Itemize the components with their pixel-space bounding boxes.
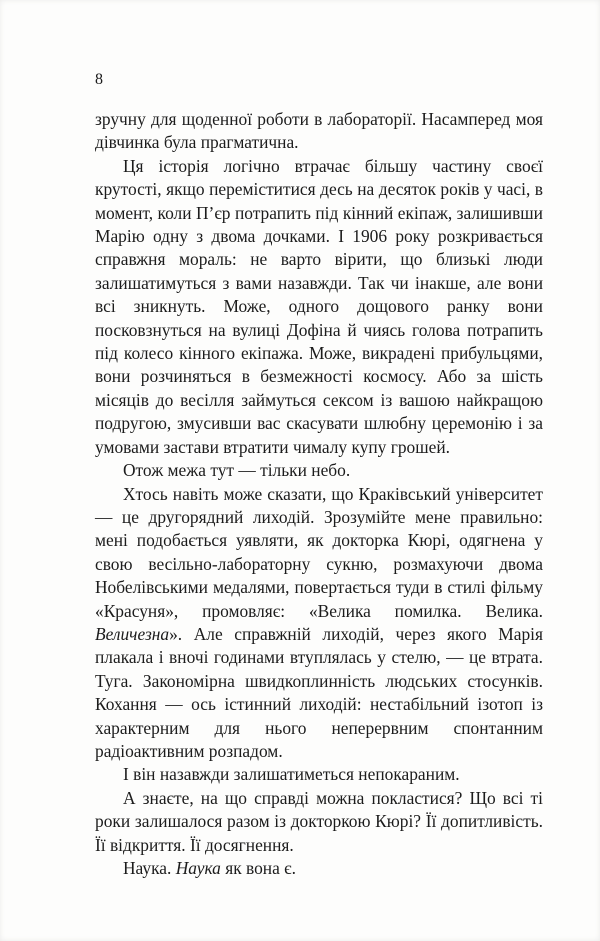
text-run: Ця історія логічно втрачає більшу частину своєї крутості, якщо переміститися десь на десяток років у часі, в момент, коли П’єр потрапить під кінний екіпаж, залишивши Марію одну з двома дочками. І 1906 року розкривається справжня мораль: не варто вірити, що близькі люди залишатимуться з вами назавжди. Так чи інакше, але вони всі зникнуть. Може, одного дощового ранку вони посковзнуться на вулиці Дофіна й чиясь голова потрапить під колесо кінного екіпажа. Може, викрадені прибульцями, вони розчиняться в безмежності космосу. Або за шість місяців до весілля займуться сексом із вашою найкращою подругою, змусивши вас скасувати шлюбну церемонію і за умовами застави втратити чималу купу грошей. (95, 155, 543, 457)
paragraph (95, 108, 543, 155)
paragraph (95, 787, 543, 857)
paragraph (95, 155, 543, 459)
text-run: А знаєте, на що справді можна покластися? Що всі ті роки залишалося разом із докторкою Кюрі? Її допитливість. Її відкриття. Її досягнення. (95, 787, 543, 855)
paragraph (95, 763, 543, 786)
text-run: зручну для щоденної роботи в лабораторії. Насамперед моя дівчинка була прагматична. (95, 109, 543, 153)
text-run: Отож межа тут — тільки небо. (123, 460, 351, 481)
text-run: Хтось навіть може сказати, що Краківський університет — це другорядний лиходій. Зрозумійте мене правильно: мені подобається уявляти, як докторка Кюрі, одягнена у свою весільно-лабораторну сукню, розмахуючи двома Нобелівськими медалями, повертається туди в стилі фільму «Красуня», промовляє: «Велика помилка. Велика. (95, 483, 543, 621)
text-run: як вона є. (220, 858, 296, 878)
text-run: І він назавжди залишатиметься непокараним. (123, 764, 460, 785)
italic-text-run: Величезна (95, 623, 170, 644)
page-number: 8 (95, 71, 103, 88)
text-run: ». Але справжній лиходій, через якого Марія плакала і вночі годинами втуплялась у стелю, — це втрата. Туга. Закономірна швидкоплинність людських стосунків. Кохання — ось істинний лиходій: нестабільний ізотоп із характерним для нього неперервним спонтанним радіоактивним розпадом. (95, 623, 543, 761)
paragraph (95, 459, 543, 482)
paragraph (95, 857, 543, 880)
paragraph (95, 483, 543, 764)
text-block (95, 108, 543, 880)
italic-text-run: Наука (175, 858, 221, 878)
text-run: Наука. (123, 858, 176, 878)
